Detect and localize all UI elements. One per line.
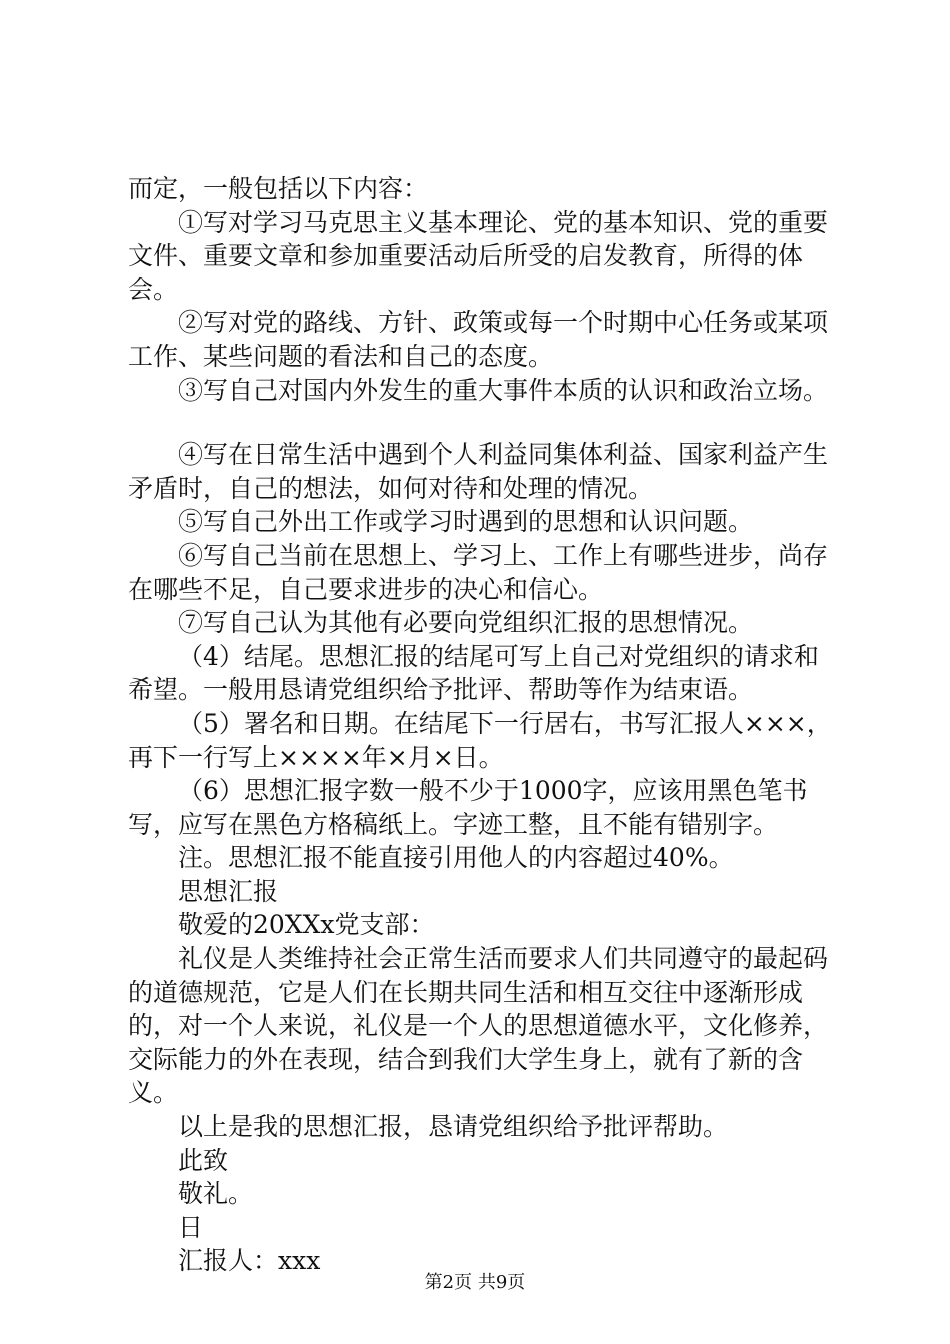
- paragraph-item-2: ②写对党的路线、方针、政策或每一个时期中心任务或某项工作、某些问题的看法和自己的态度。: [128, 308, 829, 371]
- report-cizhi: 此致: [178, 1145, 229, 1175]
- report-closing: 以上是我的思想汇报，恳请党组织给予批评帮助。: [178, 1112, 729, 1142]
- paragraph-note: 注。思想汇报不能直接引用他人的内容超过40%。: [178, 843, 734, 873]
- page-footer: [0, 1272, 950, 1294]
- report-salutation: 敬爱的20XXx党支部：: [178, 910, 435, 940]
- report-jingli: 敬礼。: [178, 1179, 254, 1209]
- paragraph-ending: （4）结尾。思想汇报的结尾可写上自己对党组织的请求和希望。一般用恳请党组织给予批评、帮助等作为结束语。: [128, 641, 819, 705]
- paragraph-intro: 而定，一般包括以下内容：: [128, 174, 429, 203]
- report-date: 日: [178, 1212, 204, 1242]
- paragraph-item-5: ⑤写自己外出工作或学习时遇到的思想和认识问题。: [178, 507, 754, 537]
- report-body: 礼仪是人类维持社会正常生活而要求人们共同遵守的最起码的道德规范，它是人们在长期共同生活和相互交往中逐渐形成的，对一个人来说，礼仪是一个人的思想道德水平，文化修养，交际能力的外在表现，结合到我们大学生身上，就有了新的含义。: [128, 944, 829, 1108]
- report-title: 思想汇报: [178, 876, 279, 906]
- report-author: 汇报人：xxx: [178, 1246, 321, 1276]
- document-body: [128, 172, 838, 1278]
- paragraph-item-3: ③写自己对国内外发生的重大事件本质的认识和政治立场。: [178, 375, 829, 405]
- paragraph-signature-date: （5）署名和日期。在结尾下一行居右，书写汇报人×××，再下一行写上××××年×月×日。: [128, 708, 832, 772]
- paragraph-item-4: ④写在日常生活中遇到个人利益同集体利益、国家利益产生矛盾时，自己的想法，如何对待和处理的情况。: [128, 440, 829, 503]
- paragraph-item-6: ⑥写自己当前在思想上、学习上、工作上有哪些进步，尚存在哪些不足，自己要求进步的决心和信心。: [128, 540, 829, 604]
- paragraph-item-7: ⑦写自己认为其他有必要向党组织汇报的思想情况。: [178, 608, 754, 638]
- paragraph-item-1: ①写对学习马克思主义基本理论、党的基本知识、党的重要文件、重要文章和参加重要活动后所受的启发教育，所得的体会。: [128, 207, 829, 304]
- page-number: 第2页 共9页: [424, 1272, 526, 1293]
- paragraph-word-count: （6）思想汇报字数一般不少于1000字，应该用黑色笔书写，应写在黑色方格稿纸上。字迹工整，且不能有错别字。: [128, 776, 808, 839]
